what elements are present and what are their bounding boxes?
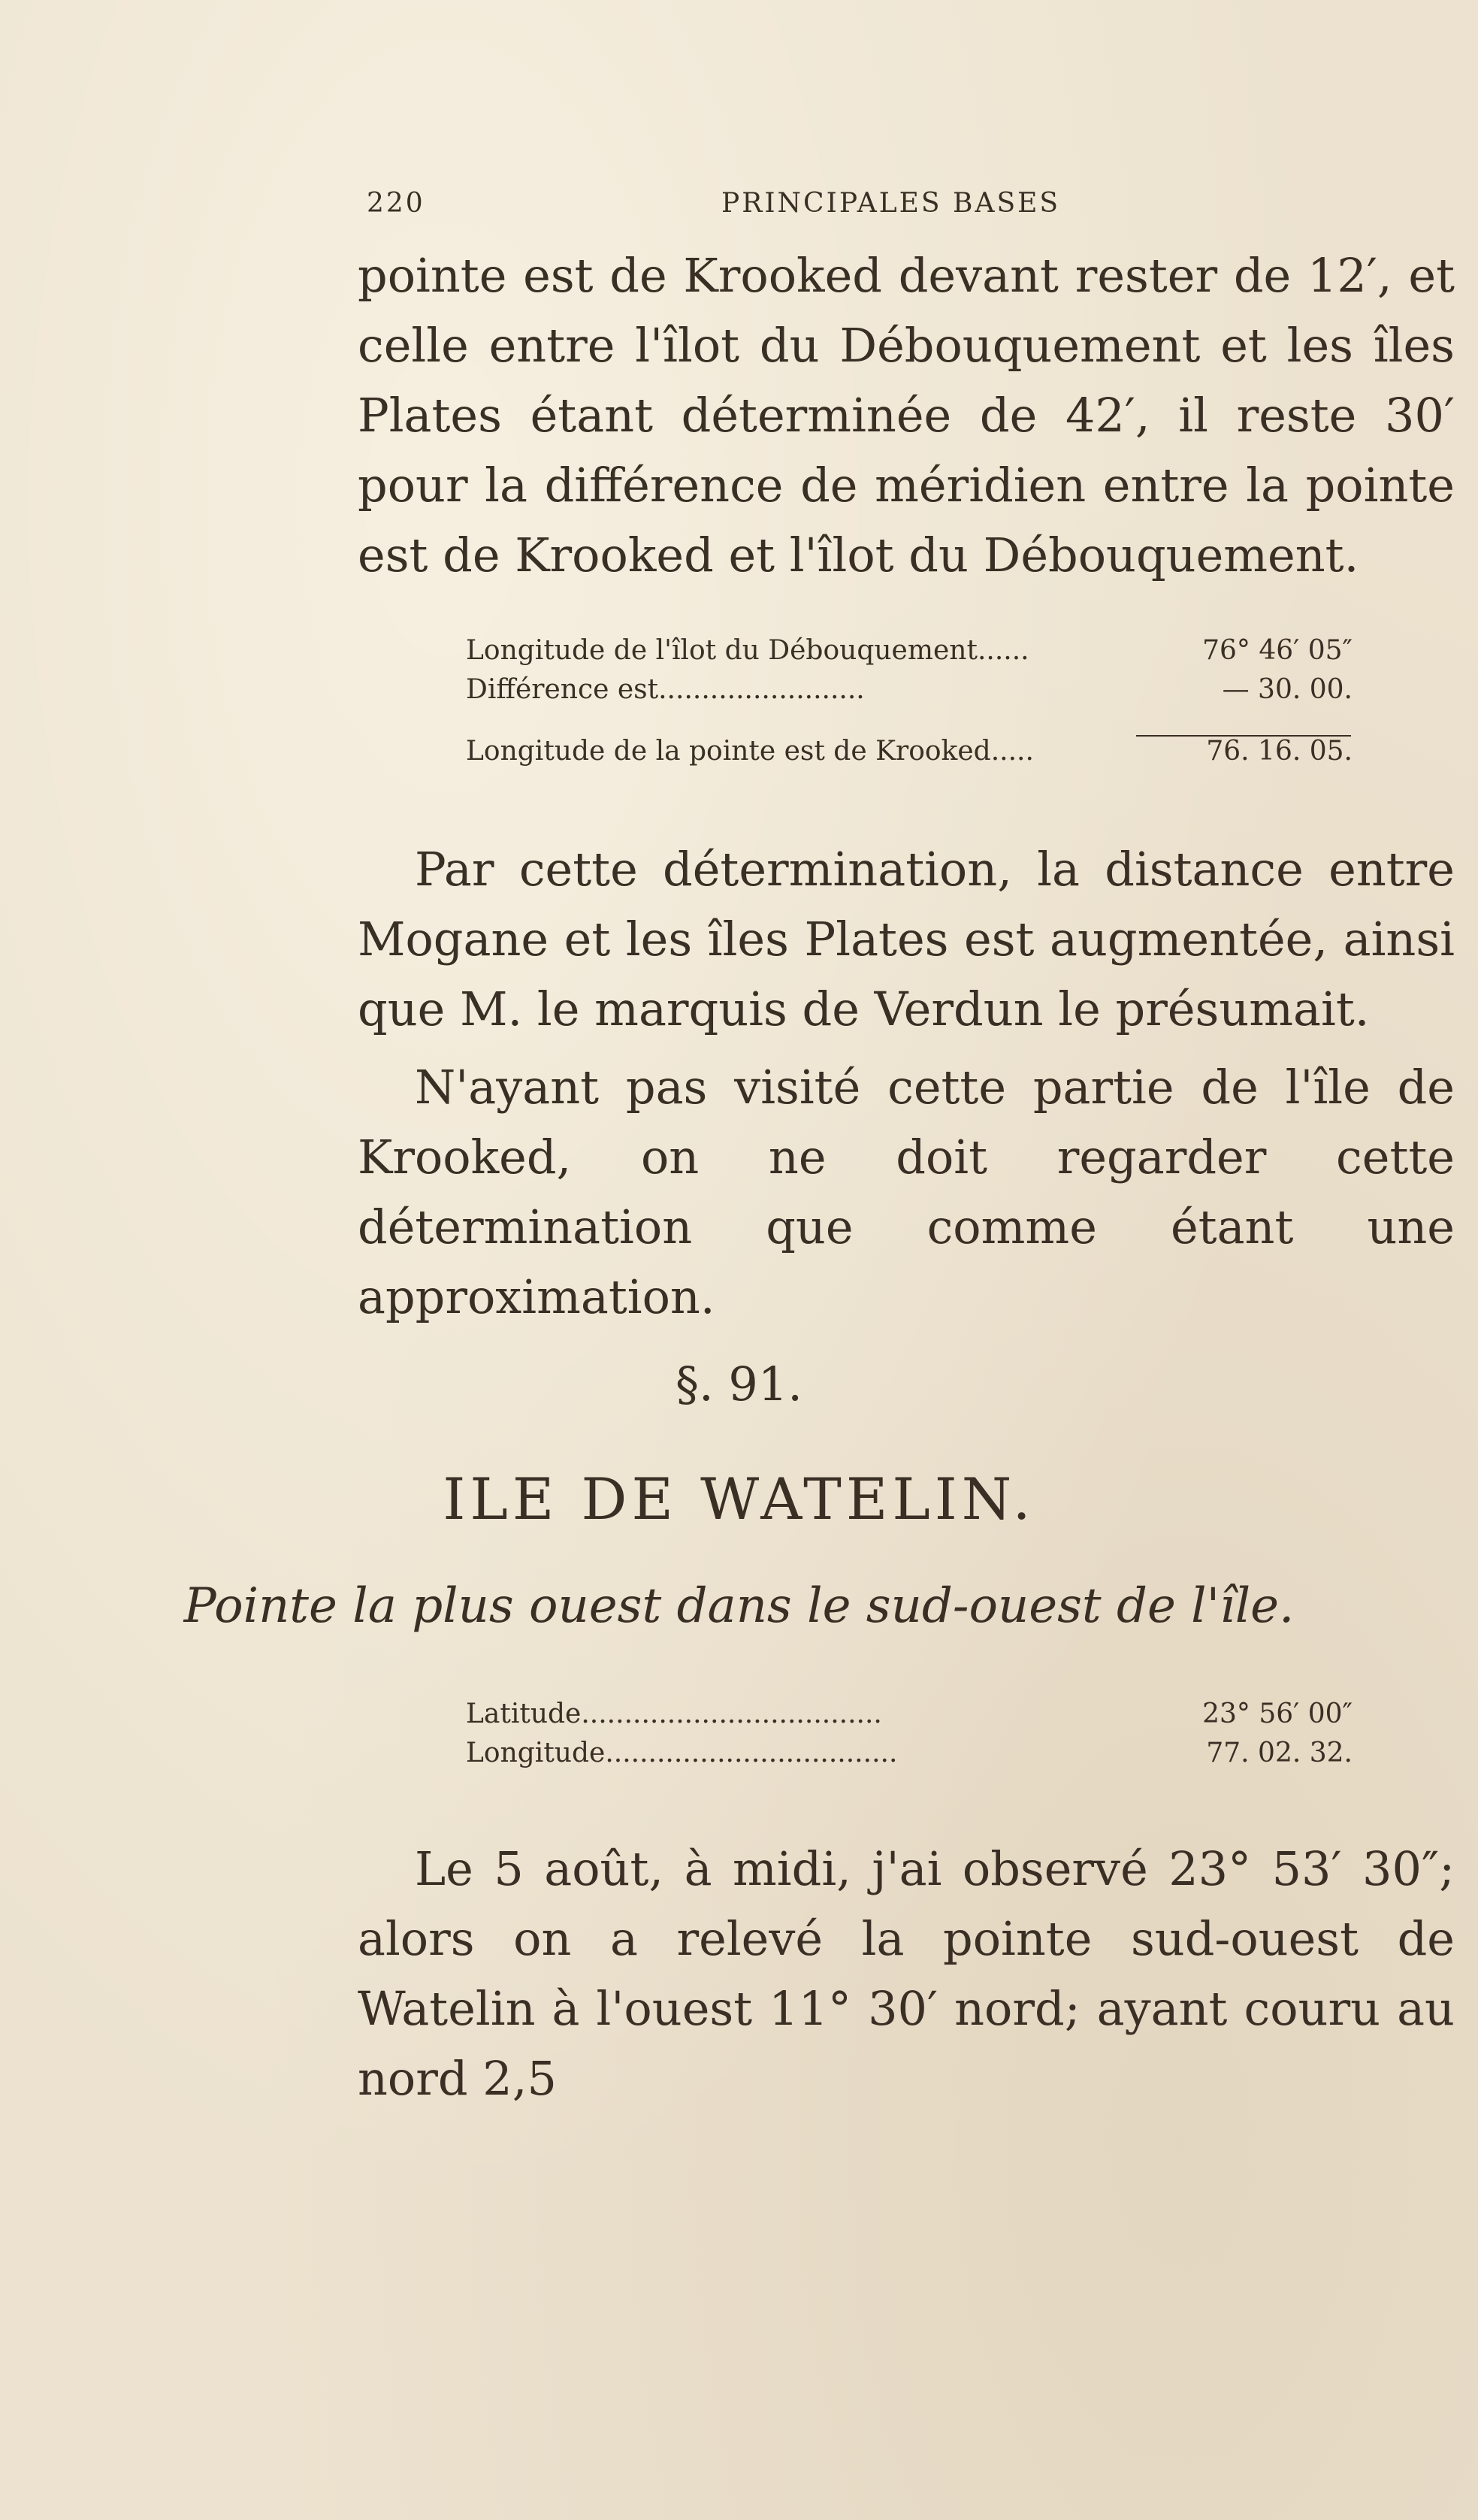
row-label: Longitude de la pointe est de Krooked.....	[466, 736, 1034, 767]
table-row-result	[466, 732, 1353, 771]
section-subheading: Pointe la plus ouest dans le sud-ouest de l'île.	[183, 1578, 1295, 1634]
row-label: Longitude de l'îlot du Débouquement......	[466, 635, 1029, 666]
page-number: 220	[367, 188, 425, 219]
table-row	[466, 1695, 1353, 1734]
row-value: 76° 46′ 05″	[1202, 635, 1353, 666]
paragraph-continuation: pointe est de Krooked devant rester de 12′, et celle entre l'îlot du Débouquement et les îles Plates étant déterminée de 42′, il reste 30′ pour la différence de méridien entre la pointe est de Krooked et l'îlot du Débouquement.	[358, 248, 1455, 582]
paragraph-approximation: N'ayant pas visité cette partie de l'île de Krooked, on ne doit regarder cette détermination que comme étant une approximation.	[358, 1060, 1455, 1324]
row-label: Longitude..................................	[466, 1738, 898, 1768]
paragraph-determination: Par cette détermination, la distance entre Mogane et les îles Plates est augmentée, ainsi que M. le marquis de Verdun le présumait.	[358, 842, 1455, 1036]
page-header	[367, 188, 1118, 233]
table-row	[466, 1734, 1353, 1773]
row-value: 76. 16. 05.	[1206, 736, 1353, 767]
row-label: Différence est........................	[466, 674, 865, 705]
sum-rule	[1136, 735, 1351, 737]
longitude-table	[466, 631, 1353, 771]
row-value: — 30. 00.	[1222, 674, 1353, 705]
row-label: Latitude...................................	[466, 1699, 882, 1729]
paragraph-observation: Le 5 août, à midi, j'ai observé 23° 53′ 30″; alors on a relevé la pointe sud-ouest de Watelin à l'ouest 11° 30′ nord; ayant couru au nord 2,5	[358, 1841, 1455, 2106]
table-row	[466, 631, 1353, 670]
row-value: 77. 02. 32.	[1206, 1738, 1353, 1768]
coordinates-table	[466, 1695, 1353, 1773]
running-title: PRINCIPALES BASES	[721, 188, 1061, 219]
row-value: 23° 56′ 00″	[1202, 1699, 1353, 1729]
section-number: §. 91.	[675, 1357, 803, 1411]
section-heading: ILE DE WATELIN.	[443, 1466, 1035, 1532]
table-row	[466, 670, 1353, 709]
